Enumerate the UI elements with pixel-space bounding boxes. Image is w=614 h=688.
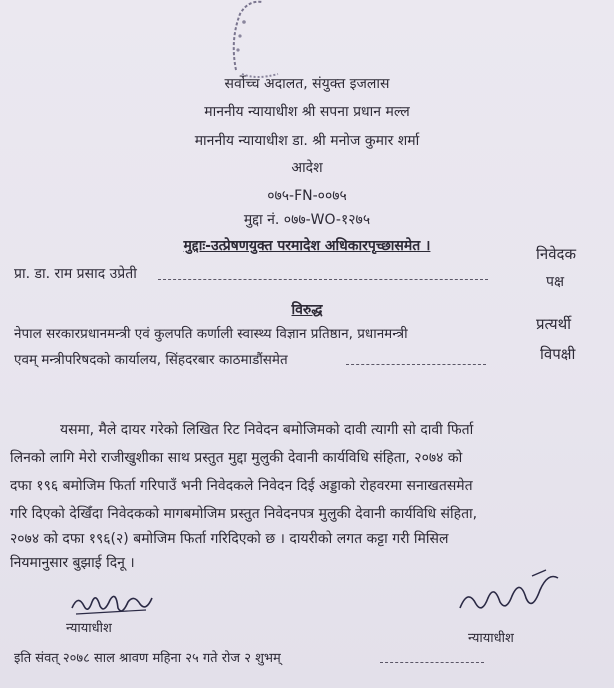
order-heading: आदेश xyxy=(291,160,323,176)
body-line-2: लिनको लागि मेरो राजीखुशीका साथ प्रस्तुत मुद्दा मुलुकी देवानी कार्यविधि संहिता, २०७४ को xyxy=(10,450,463,466)
date-dash-line xyxy=(380,662,484,663)
court-name: सर्वोच्च अदालत, संयुक्त इजलास xyxy=(224,76,390,92)
body-line-6: नियमानुसार बुझाई दिनू । xyxy=(10,555,135,571)
petitioner-role: निवेदक xyxy=(536,245,577,263)
justice-name-2: माननीय न्यायाधीश डा. श्री मनोज कुमार शर्मा xyxy=(194,133,420,149)
body-line-5: २०७४ को दफा १९६(२) बमोजिम फिर्ता गरिदिएको छ । दायरीको लगत कट्टा गरी मिसिल xyxy=(10,531,449,547)
case-subject: मुद्दाः-उत्प्रेषणयुक्त परमादेश अधिकारपृच्छासमेत । xyxy=(183,238,431,254)
respondent-dash-line xyxy=(346,364,486,365)
right-signature xyxy=(454,568,564,624)
court-seal-stamp xyxy=(226,0,290,80)
body-line-1: यसमा, मैले दायर गरेको लिखित रिट निवेदन बमोजिमको दावी त्यागी सो दावी फिर्ता xyxy=(60,422,474,438)
versus-heading: विरुद्ध xyxy=(291,302,323,318)
respondent-side: विपक्षी xyxy=(540,345,576,363)
left-signature xyxy=(66,586,156,622)
petitioner-side: पक्ष xyxy=(546,274,564,290)
date-line: इति संवत् २०७८ साल श्रावण महिना २५ गते रोज २ शुभम् xyxy=(14,651,281,666)
right-signature-title: न्यायाधीश xyxy=(468,631,514,646)
respondent-line-2: एवम् मन्त्रीपरिषदको कार्यालय, सिंहदरबार काठमाडौंसमेत xyxy=(14,352,288,368)
petitioner-name: प्रा. डा. राम प्रसाद उप्रेती xyxy=(14,266,137,282)
respondent-role: प्रत्यर्थी xyxy=(536,315,572,333)
writ-number: मुद्दा नं. ०७७-WO-१२७५ xyxy=(243,212,371,228)
left-signature-title: न्यायाधीश xyxy=(66,621,112,636)
justice-name-1: माननीय न्यायाधीश श्री सपना प्रधान मल्ल xyxy=(204,104,410,120)
respondent-line-1: नेपाल सरकारप्रधानमन्त्री एवं कुलपति कर्णाली स्वास्थ्य विज्ञान प्रतिष्ठान, प्रधानमन्त्री xyxy=(14,326,408,342)
case-code: ०७५-FN-००७५ xyxy=(267,188,347,204)
body-line-3: दफा १९६ बमोजिम फिर्ता गरिपाउँ भनी निवेदकले निवेदन दिई अड्डाको रोहवरमा सनाखतसमेत xyxy=(10,478,473,494)
body-line-4: गरि दिएकाे देखिँदा निवेदकको मागबमोजिम प्रस्तुत निवेदनपत्र मुलुकी देवानी कार्यविधि संहिता, xyxy=(10,506,478,522)
petitioner-dash-line xyxy=(158,279,488,280)
